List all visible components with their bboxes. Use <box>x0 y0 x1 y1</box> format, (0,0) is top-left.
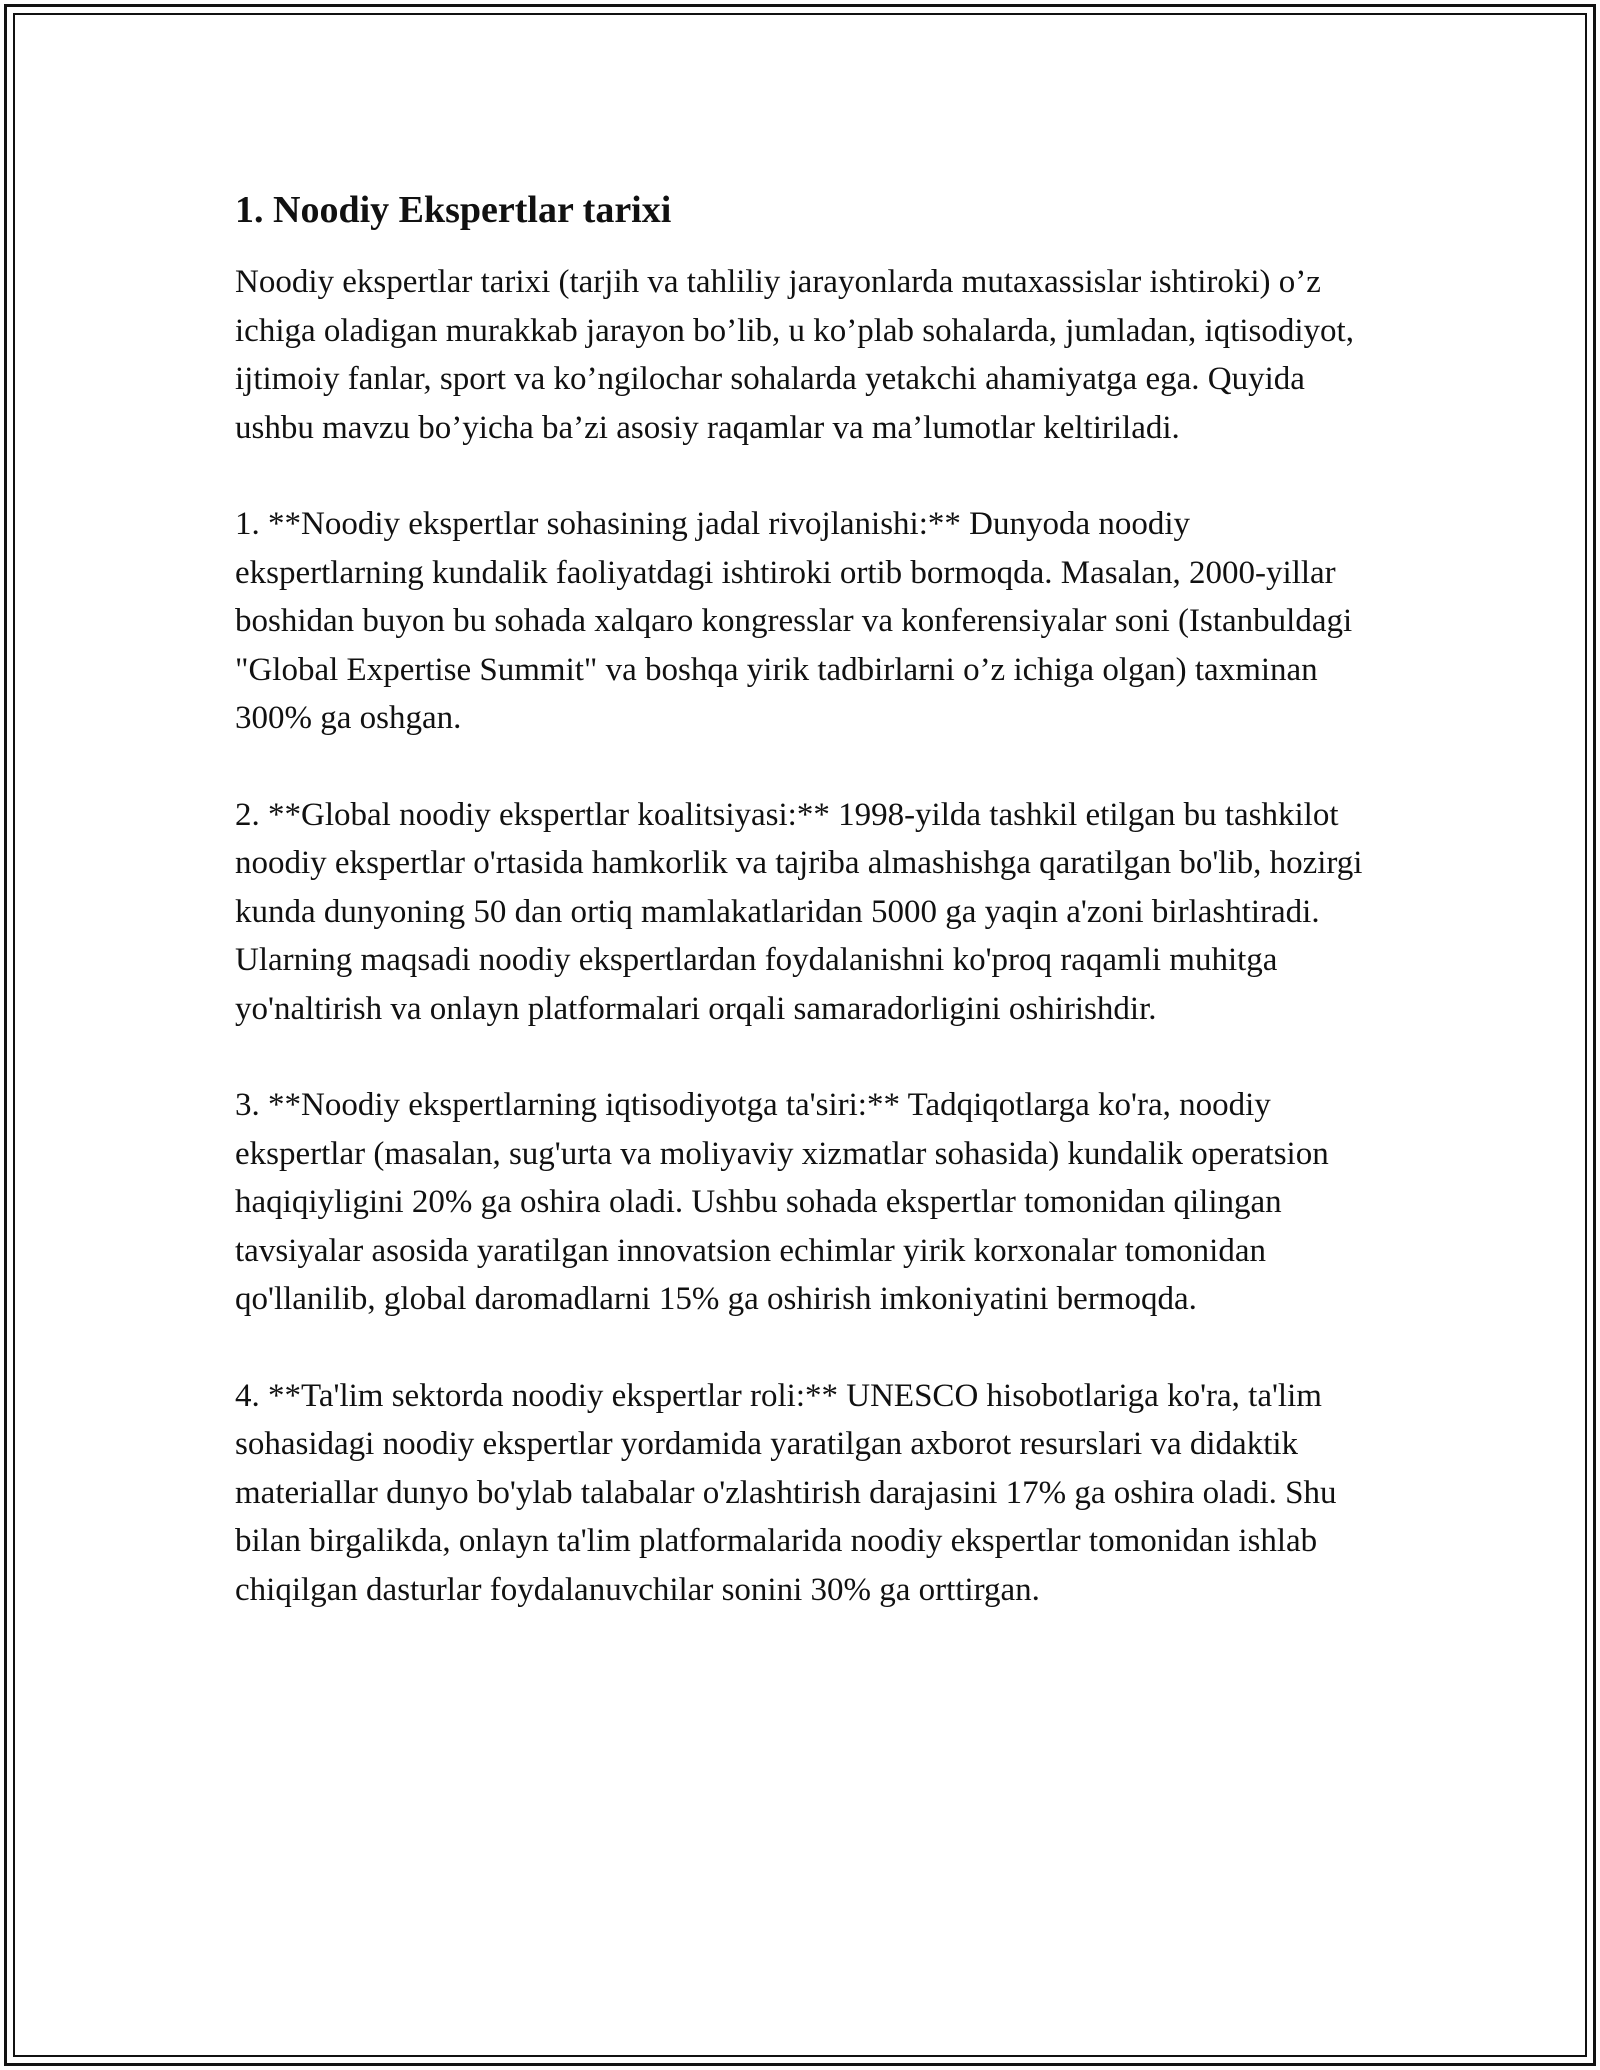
point-2-paragraph: 2. **Global noodiy ekspertlar koalitsiyasi:** 1998-yilda tashkil etilgan bu tashkilot noodiy ekspertlar o'rtasida hamkorlik va tajriba almashishga qaratilgan bo'lib, hozirgi kunda dunyoning 50 dan ortiq mamlakatlaridan 5000 ga yaqin a'zoni birlashtiradi. Ularning maqsadi noodiy ekspertlardan foydalanishni ko'proq raqamli muhitga yo'naltirish va onlayn platformalari orqali samaradorligini oshirishdir. <box>235 796 1363 1027</box>
point-4-paragraph: 4. **Ta'lim sektorda noodiy ekspertlar roli:** UNESCO hisobotlariga ko'ra, ta'lim sohasidagi noodiy ekspertlar yordamida yaratilgan axborot resurslari va didaktik materiallar dunyo bo'ylab talabalar o'zlashtirish darajasini 17% ga oshira oladi. Shu bilan birgalikda, onlayn ta'lim platformalarida noodiy ekspertlar tomonidan ishlab chiqilgan dasturlar foydalanuvchilar sonini 30% ga orttirgan. <box>235 1377 1337 1608</box>
document-body <box>235 186 1365 1662</box>
point-3-paragraph: 3. **Noodiy ekspertlarning iqtisodiyotga ta'siri:** Tadqiqotlarga ko'ra, noodiy ekspertlar (masalan, sug'urta va moliyaviy xizmatlar sohasida) kundalik operatsion haqiqiyligini 20% ga oshira oladi. Ushbu sohada ekspertlar tomonidan qilingan tavsiyalar asosida yaratilgan innovatsion echimlar yirik korxonalar tomonidan qo'llanilib, global daromadlarni 15% ga oshirish imkoniyatini bermoqda. <box>235 1087 1329 1317</box>
intro-paragraph: Noodiy ekspertlar tarixi (tarjih va tahliliy jarayonlarda mutaxassislar ishtiroki) o’z ichiga oladigan murakkab jarayon bo’lib, u ko’plab sohalarda, jumladan, iqtisodiyot, ijtimoiy fanlar, sport va ko’ngilochar sohalarda yetakchi ahamiyatga ega. Quyida ushbu mavzu bo’yicha ba’zi asosiy raqamlar va ma’lumotlar keltiriladi. <box>235 264 1354 446</box>
section-heading: 1. Noodiy Ekspertlar tarixi <box>235 189 672 231</box>
point-1-paragraph: 1. **Noodiy ekspertlar sohasining jadal rivojlanishi:** Dunyoda noodiy ekspertlarning kundalik faoliyatdagi ishtiroki ortib bormoqda. Masalan, 2000-yillar boshidan buyon bu sohada xalqaro kongresslar va konferensiyalar soni (Istanbuldagi "Global Expertise Summit" va boshqa yirik tadbirlarni o’z ichiga olgan) taxminan 300% ga oshgan. <box>235 506 1353 736</box>
